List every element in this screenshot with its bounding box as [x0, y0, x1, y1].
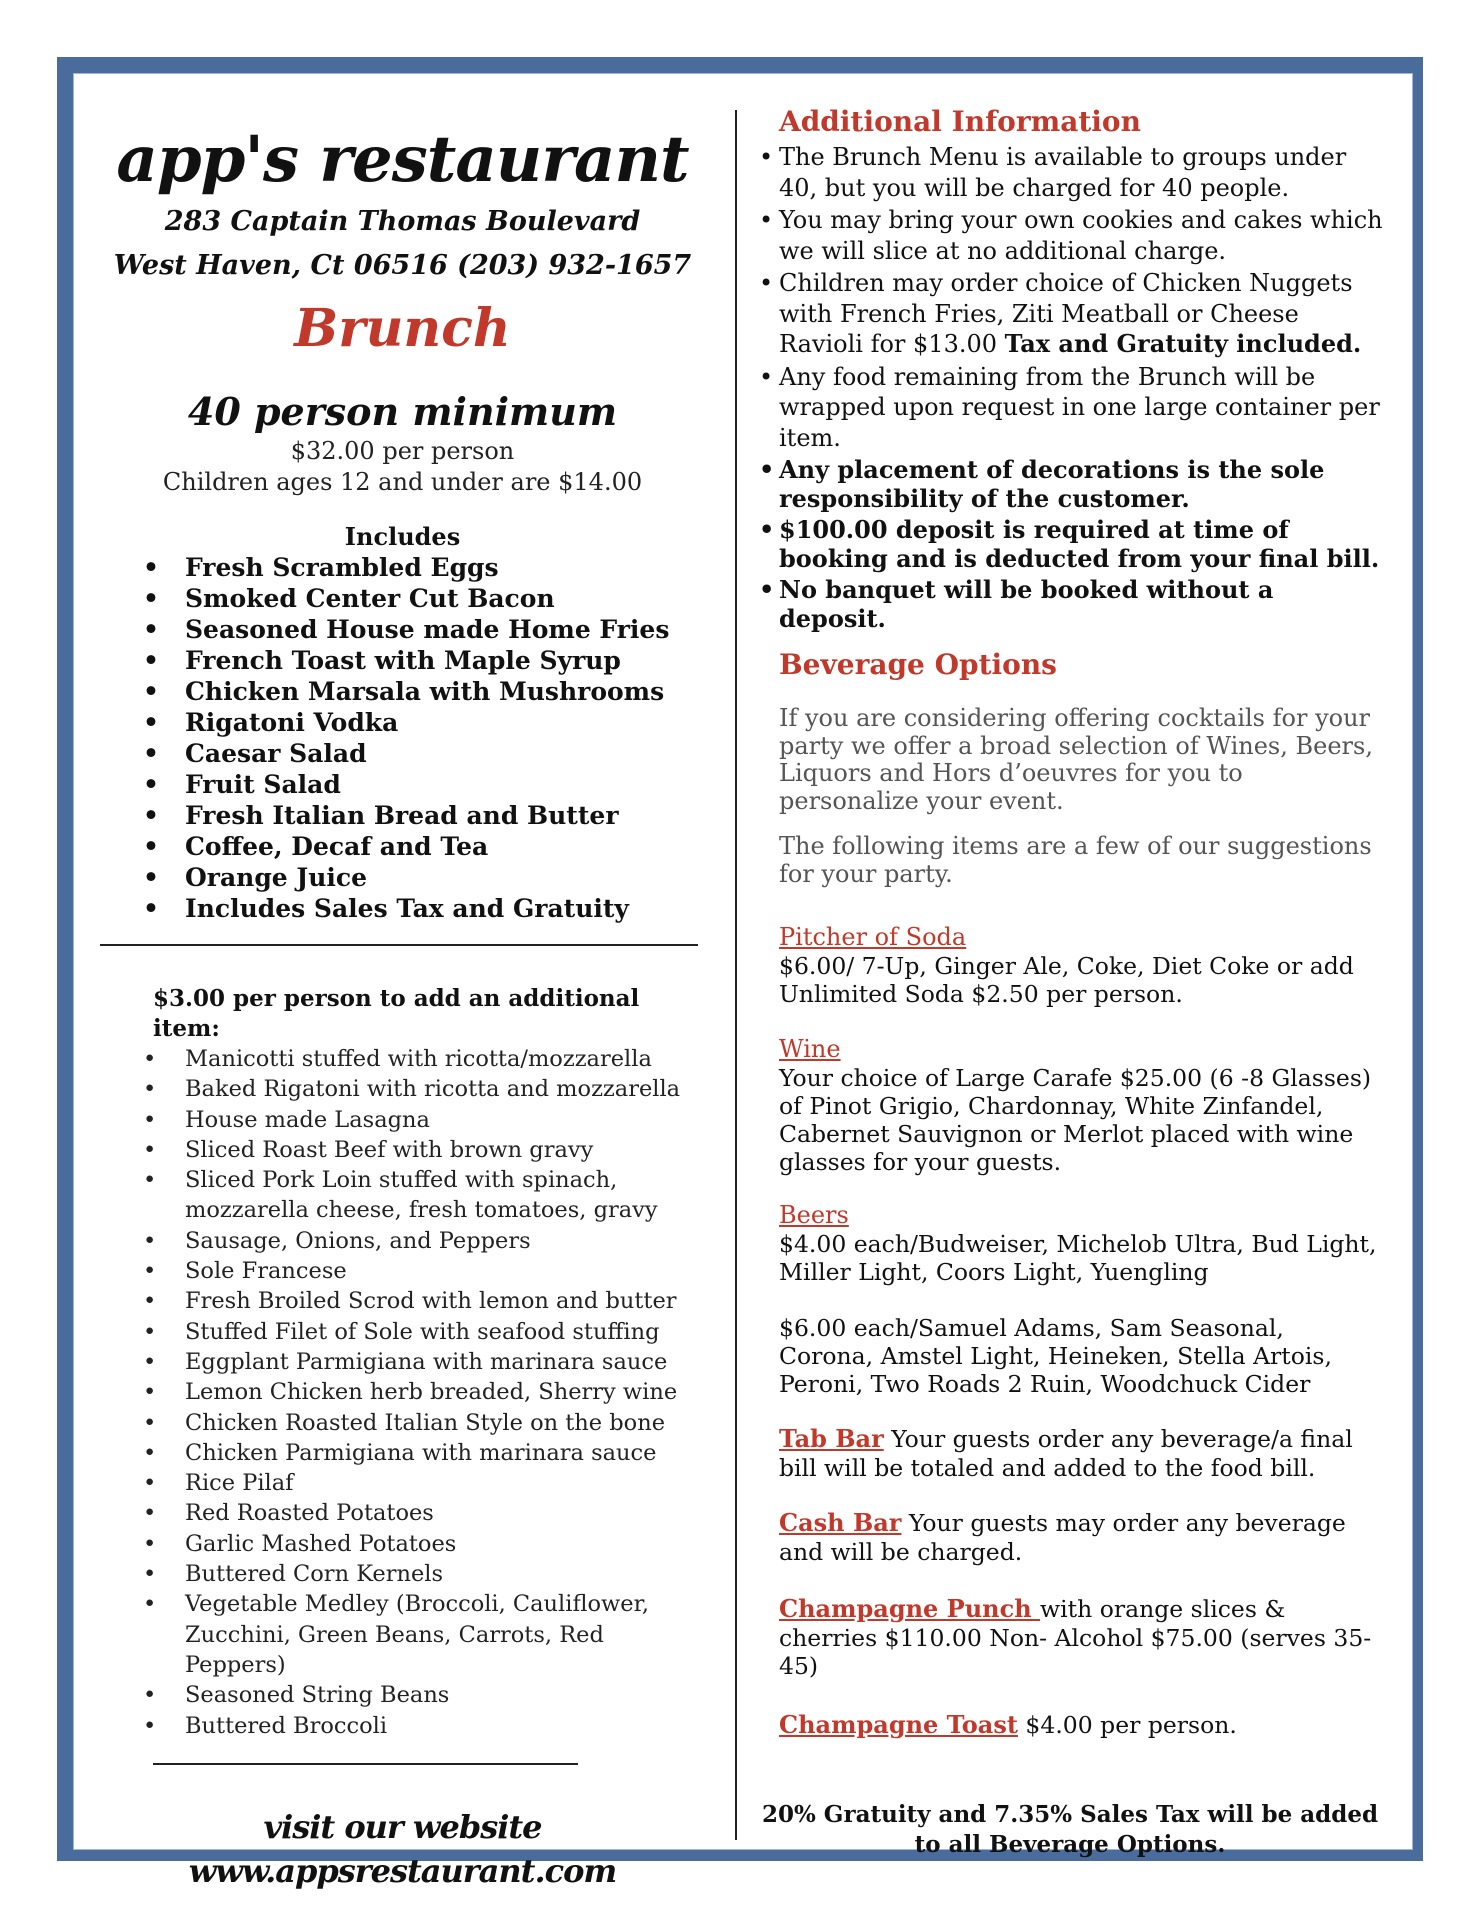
list-item: • Coffee, Decaf and Tea [95, 831, 710, 862]
list-item: • House made Lasagna [95, 1105, 710, 1135]
additional-info-list [755, 142, 1385, 633]
beverage-tax-note-line-1: 20% Gratuity and 7.35% Sales Tax will be added [761, 1801, 1379, 1828]
list-item: • Baked Rigatoni with ricotta and mozzarella [95, 1074, 710, 1104]
list-item: • Lemon Chicken herb breaded, Sherry wine [95, 1377, 710, 1407]
beers-text-1: $4.00 each/Budweiser, Michelob Ultra, Bud Light, Miller Light, Coors Light, Yuengling [779, 1230, 1377, 1286]
soda-item [755, 922, 1385, 1008]
divider-line [100, 944, 698, 946]
list-item: • Caesar Salad [95, 738, 710, 769]
beers-text-2: $6.00 each/Samuel Adams, Sam Seasonal, Corona, Amstel Light, Heineken, Stella Artois, Peroni, Two Roads 2 Ruin, Woodchuck Cider [779, 1314, 1332, 1398]
includes-heading: Includes [344, 522, 461, 551]
list-item: • Garlic Mashed Potatoes [95, 1529, 710, 1559]
additional-items-list [95, 1044, 710, 1741]
list-item: • Sliced Pork Loin stuffed with spinach, mozzarella cheese, fresh tomatoes, gravy [95, 1165, 710, 1226]
beers-item [755, 1200, 1385, 1398]
additional-items-heading: $3.00 per person to add an additional item: [153, 985, 640, 1042]
list-item: • Seasoned House made Home Fries [95, 614, 710, 645]
divider-line [153, 1763, 578, 1765]
wine-item [755, 1034, 1385, 1176]
tab-bar-item [755, 1424, 1385, 1482]
list-item: • Rice Pilaf [95, 1468, 710, 1498]
restaurant-name: app's restaurant [116, 122, 689, 197]
list-item: • Any placement of decorations is the sole responsibility of the customer. [755, 455, 1385, 513]
list-item: • Chicken Marsala with Mushrooms [95, 676, 710, 707]
price-adult: $32.00 per person [290, 437, 515, 465]
address-line-1: 283 Captain Thomas Boulevard [164, 206, 641, 237]
beverage-tax-note-line-2: to all Beverage Options. [914, 1831, 1226, 1858]
includes-list [95, 552, 710, 924]
beers-title: Beers [779, 1201, 849, 1229]
cash-bar-title: Cash Bar [779, 1508, 902, 1537]
soda-title: Pitcher of Soda [779, 923, 967, 951]
beverage-suggestions: The following items are a few of our suggestions for your party. [779, 832, 1372, 888]
tab-bar-text: Your guests order any beverage/a final bill will be totaled and added to the food bill. [779, 1425, 1353, 1482]
wine-text: Your choice of Large Carafe $25.00 (6 -8 Glasses) of Pinot Grigio, Chardonnay, White Zinfandel, Cabernet Sauvignon or Merlot placed with wine glasses for your guests. [779, 1064, 1372, 1176]
list-item: • Fresh Scrambled Eggs [95, 552, 710, 583]
cash-bar-text: Your guests may order any beverage and will be charged. [779, 1509, 1346, 1566]
list-item: • Sliced Roast Beef with brown gravy [95, 1135, 710, 1165]
list-item: • Eggplant Parmigiana with marinara sauce [95, 1347, 710, 1377]
list-item: • Includes Sales Tax and Gratuity [95, 893, 710, 924]
list-item: • Sausage, Onions, and Peppers [95, 1226, 710, 1256]
additional-info-heading: Additional Information [779, 105, 1141, 138]
list-item: • Chicken Roasted Italian Style on the bone [95, 1408, 710, 1438]
beverage-heading: Beverage Options [779, 648, 1057, 681]
address-line-2: West Haven, Ct 06516 (203) 932-1657 [113, 250, 692, 281]
left-column [95, 110, 710, 1893]
list-item: • Stuffed Filet of Sole with seafood stuffing [95, 1317, 710, 1347]
list-item: • Orange Juice [95, 862, 710, 893]
list-item: • The Brunch Menu is available to groups under 40, but you will be charged for 40 people. [755, 142, 1385, 203]
list-item: • Vegetable Medley (Broccoli, Cauliflower, Zucchini, Green Beans, Carrots, Red Peppers) [95, 1589, 710, 1680]
list-item: • Sole Francese [95, 1256, 710, 1286]
soda-text: $6.00/ 7-Up, Ginger Ale, Coke, Diet Coke or add Unlimited Soda $2.50 per person. [779, 952, 1354, 1008]
list-item: • Fruit Salad [95, 769, 710, 800]
champagne-punch-title: Champagne Punch [779, 1594, 1041, 1623]
right-column [755, 104, 1385, 1860]
list-item: • Any food remaining from the Brunch will be wrapped upon request in one large container per item. [755, 362, 1385, 454]
champagne-toast-item [755, 1710, 1385, 1740]
tab-bar-title: Tab Bar [779, 1424, 884, 1453]
price-child: Children ages 12 and under are $14.00 [162, 468, 643, 496]
list-item: • Rigatoni Vodka [95, 707, 710, 738]
column-divider [735, 110, 737, 1840]
list-item: • Manicotti stuffed with ricotta/mozzarella [95, 1044, 710, 1074]
list-item: • Smoked Center Cut Bacon [95, 583, 710, 614]
children-option-tax-note: Tax and Gratuity included. [1004, 329, 1362, 358]
list-item: • Buttered Corn Kernels [95, 1559, 710, 1589]
list-item: • Fresh Italian Bread and Butter [95, 800, 710, 831]
children-option-text: Children may order choice of Chicken Nuggets with French Fries, Ziti Meatball or Cheese Ravioli for $13.00 [779, 269, 1353, 358]
menu-name: Brunch [294, 298, 511, 359]
list-item: • Red Roasted Potatoes [95, 1498, 710, 1528]
list-item [755, 268, 1385, 360]
champagne-punch-item [755, 1594, 1385, 1680]
list-item: • Seasoned String Beans [95, 1680, 710, 1710]
champagne-toast-title: Champagne Toast [779, 1710, 1018, 1739]
cash-bar-item [755, 1508, 1385, 1566]
list-item: • Chicken Parmigiana with marinara sauce [95, 1438, 710, 1468]
champagne-punch-text: with orange slices & cherries $110.00 Non- Alcohol $75.00 (serves 35-45) [779, 1595, 1372, 1680]
list-item: • No banquet will be booked without a deposit. [755, 575, 1385, 633]
website-link[interactable]: visit our website www.appsrestaurant.com [188, 1807, 617, 1890]
wine-title: Wine [779, 1035, 841, 1063]
beverage-intro: If you are considering offering cocktails for your party we offer a broad selection of Wines, Beers, Liquors and Hors d’oeuvres for you to personalize your event. [779, 704, 1373, 815]
list-item: • $100.00 deposit is required at time of booking and is deducted from your final bill. [755, 515, 1385, 573]
beverage-tax-note [755, 1800, 1385, 1860]
list-item: • Buttered Broccoli [95, 1711, 710, 1741]
list-item: • French Toast with Maple Syrup [95, 645, 710, 676]
minimum-guests: 40 person minimum [187, 389, 618, 434]
list-item: • You may bring your own cookies and cakes which we will slice at no additional charge. [755, 205, 1385, 266]
list-item: • Fresh Broiled Scrod with lemon and butter [95, 1286, 710, 1316]
champagne-toast-text: $4.00 per person. [1017, 1711, 1237, 1739]
